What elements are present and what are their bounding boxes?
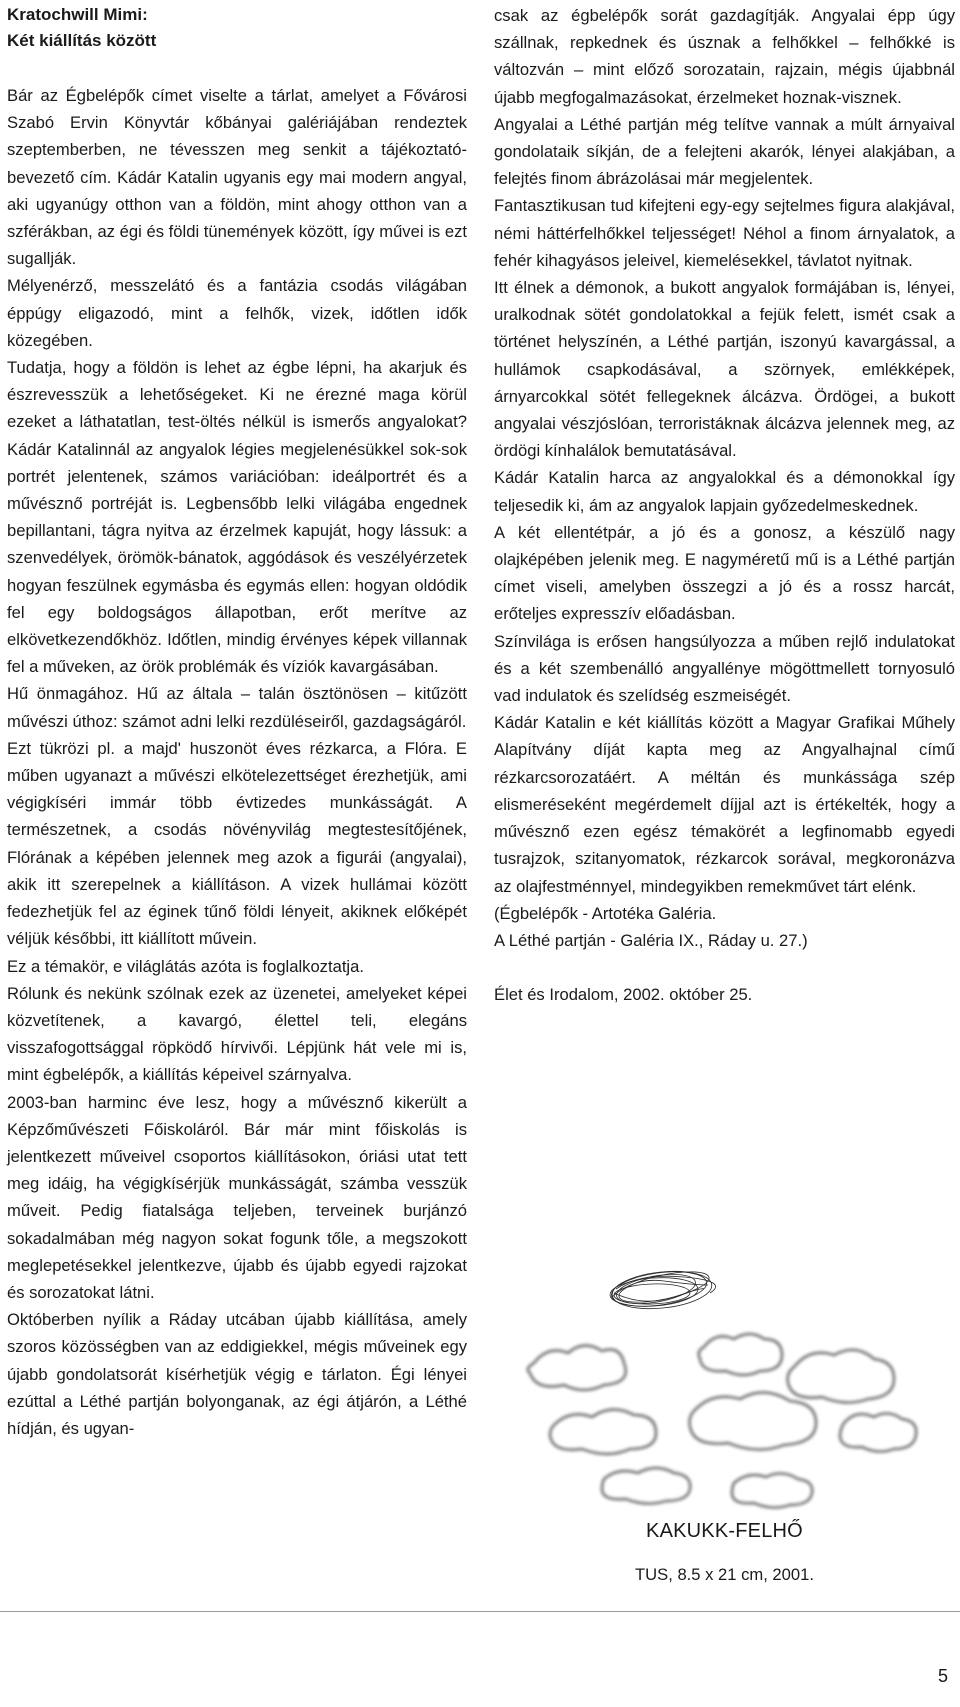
paragraph: Angyalai a Léthé partján még telítve vannak a múlt árnyaival gondolataik síkján, de a felejteni akarók, lényei alakjában, a felejtés finom ábrázolásai már megjelentek. [494,114,955,189]
paragraph: 2003-ban harminc éve lesz, hogy a művésznő kikerült a Képzőművészeti Főiskoláról. Bár már mint főiskolás is jelentkezett műveivel csoportos kiállításokon, óriási utat tett meg idáig, ha végigkísérjük munkásságát, számba vesszük műveit. Pedig fiatalsága teljeben, terveinek burjánzó sokadalmában még nagyon sokat fogunk tőle, a megszokott meglepetésekkel jelentkezve, újabb és újabb egyedi rajzokat és sorozatokat látni. [7,1092,467,1302]
right-column [494,2,955,1008]
artwork-image [494,1197,955,1517]
artwork-details: TUS, 8.5 x 21 cm, 2001. [635,1565,814,1584]
paragraph: Októberben nyílik a Ráday utcában újabb kiállítása, amely szoros közösségben van az eddigiekkel, mégis műveinek egy újabb gondolatsorát kísérhetjük végig e tárlaton. Égi lényei ezúttal a Léthé partján bolyonganak, az égi átjárón, a Léthé hídján, és ugyan- [7,1310,467,1438]
exhibition-note: A Léthé partján - Galéria IX., Ráday u. 27.) [494,930,808,950]
page-number: 5 [938,1666,949,1686]
paragraph: Színvilága is erősen hangsúlyozza a műben rejlő indulatokat és a két szembenálló angyallénye mögöttmellett tornyosuló vad indulatok és szelídség eszmeiségét. [494,631,955,706]
paragraph: Ezt tükrözi pl. a majd' huszonöt éves rézkarca, a Flóra. E műben ugyanazt a művészi elkötelezettséget érezhetjük, ami végigkíséri immár több évtizedes munkásságát. A természetnek, a csodás növényvilág megtestesítőjének, Flórának a képében jelennek meg azok a figurái (angyalai), akik itt szerepelnek a kiállításon. A vizek hullámai között fedezhetjük fel az éginek tűnő földi lényeit, akiknek előképét véljük későbbi, itt kiállított művein. [7,738,467,949]
exhibition-note: (Égbelépők - Artotéka Galéria. [494,903,717,923]
footer-divider [0,1611,960,1612]
paragraph: Rólunk és nekünk szólnak ezek az üzenetei, amelyeket képei közvetítenek, a kavargó, élettel teli, elegáns visszafogottsággal röpködő hírvivői. Lépjünk hát vele mi is, mint égbelépők, a kiállítás képeivel szárnyalva. [7,983,467,1085]
article-source: Élet és Irodalom, 2002. október 25. [494,985,753,1005]
paragraph: csak az égbelépők sorát gazdagítják. Angyalai épp úgy szállnak, repkednek és úsznak a felhőkkel – felhőkké is változván – mint előző sorozatain, rajzain, mégis újabbnál újabb megfogalmazásokat, érzelmeket hoznak-visznek. [494,6,955,107]
paragraph: Kádár Katalin harca az angyalokkal és a démonokkal így teljesedik ki, ám az angyalok lapjain győzedelmeskednek. [494,468,955,515]
paragraph: Tudatja, hogy a földön is lehet az égbe lépni, ha akarjuk és észrevesszük a lehetőségeket. Ki ne érezné maga körül ezeket a láthatatlan, test-öltés nélkül is ismerős angyalokat? Kádár Katalinnál az angyalok légies megjelenésükkel sok-sok portrét jelentenek, számos variációban: ideálportrét és a művésznő portréját is. Legbensőbb lelki világába engednek bepillantani, tágra nyitva az érzelmek kapuját, hogy lássuk: a szenvedélyek, örömök-bánatok, aggódások és veszélyérzetek hogyan feszülnek egymásba és egymás ellen: hogyan oldódik fel egy boldogságos állapotban, erőt merítve az elkövetkezendőkhöz. Időtlen, mindig érvényes képek villannak fel a műveken, az örök problémák és víziók kavargásában. [7,358,467,677]
artwork-title: KAKUKK-FELHŐ [646,1520,803,1542]
paragraph: Mélyenérző, messzelátó és a fantázia csodás világában éppúgy eligazodó, mint a felhők, vizek, időtlen idők közegében. [7,276,467,350]
paragraph: Bár az Égbelépők címet viselte a tárlat, amelyet a Fővárosi Szabó Ervin Könyvtár kőbányai galériájában rendeztek szeptemberben, ne tévesszen meg senkit a tájékoztató-bevezető cím. Kádár Katalin ugyanis egy mai modern angyal, aki ugyanúgy otthon van a földön, mint ahogy otthon van a szférákban, az égi és földi tünemények között, így művei is ezt sugallják. [7,86,467,269]
paragraph: Fantasztikusan tud kifejteni egy-egy sejtelmes figura alakjával, némi háttérfelhőkkel teljességet! Néhol a finom árnyalatok, a fehér kihagyásos jeleivel, kiemelésekkel, távlatot nyitnak. [494,196,955,270]
article-author: Kratochwill Mimi: [7,5,148,24]
paragraph: Kádár Katalin e két kiállítás között a Magyar Grafikai Műhely Alapítvány díját kapta meg az Angyalhajnal című rézkarcsorozatáért. A méltán és munkássága szép elismeréseként megérdemelt díjjal azt is értékelték, hogy a művésznő ezen egész témakörét a legfinomabb egyedi tusrajzok, szitanyomatok, rézkarcok sorával, megkoronázva az olajfestménnyel, mindegyikben remekművet tárt elénk. [494,713,955,896]
article-title: Két kiállítás között [7,31,157,50]
paragraph: Ez a témakör, e világlátás azóta is foglalkoztatja. [7,956,364,976]
paragraph: Itt élnek a démonok, a bukott angyalok formájában is, lényei, uralkodnak sötét gondolatokkal a fejük felett, ismét csak a történet helyszínén, a Léthé partján, iszonyú kavargással, a hullámok csapkodásával, a szörnyek, emlékképek, árnyarcokkal sötét fellegeknek álcázva. Ördögei, a bukott angyalai vészjóslóan, terroristáknak álcázva jelennek meg, az ördögi kínhalálok bemutatásával. [494,278,955,461]
scribble-cloud-drawing [609,1266,716,1313]
left-column [7,2,467,1442]
paragraph: Hű önmagához. Hű az általa – talán ösztönösen – kitűzött művészi úthoz: számot adni lelki rezdüléseiről, gazdagságáról. [7,684,467,731]
ink-wash-clouds [528,1334,916,1508]
paragraph: A két ellentétpár, a jó és a gonosz, a készülő nagy olajképében jelenik meg. E nagyméretű mű is a Léthé partján címet viseli, amelyben összegzi a jó és a rossz harcát, erőteljes expresszív előadásban. [494,522,955,624]
